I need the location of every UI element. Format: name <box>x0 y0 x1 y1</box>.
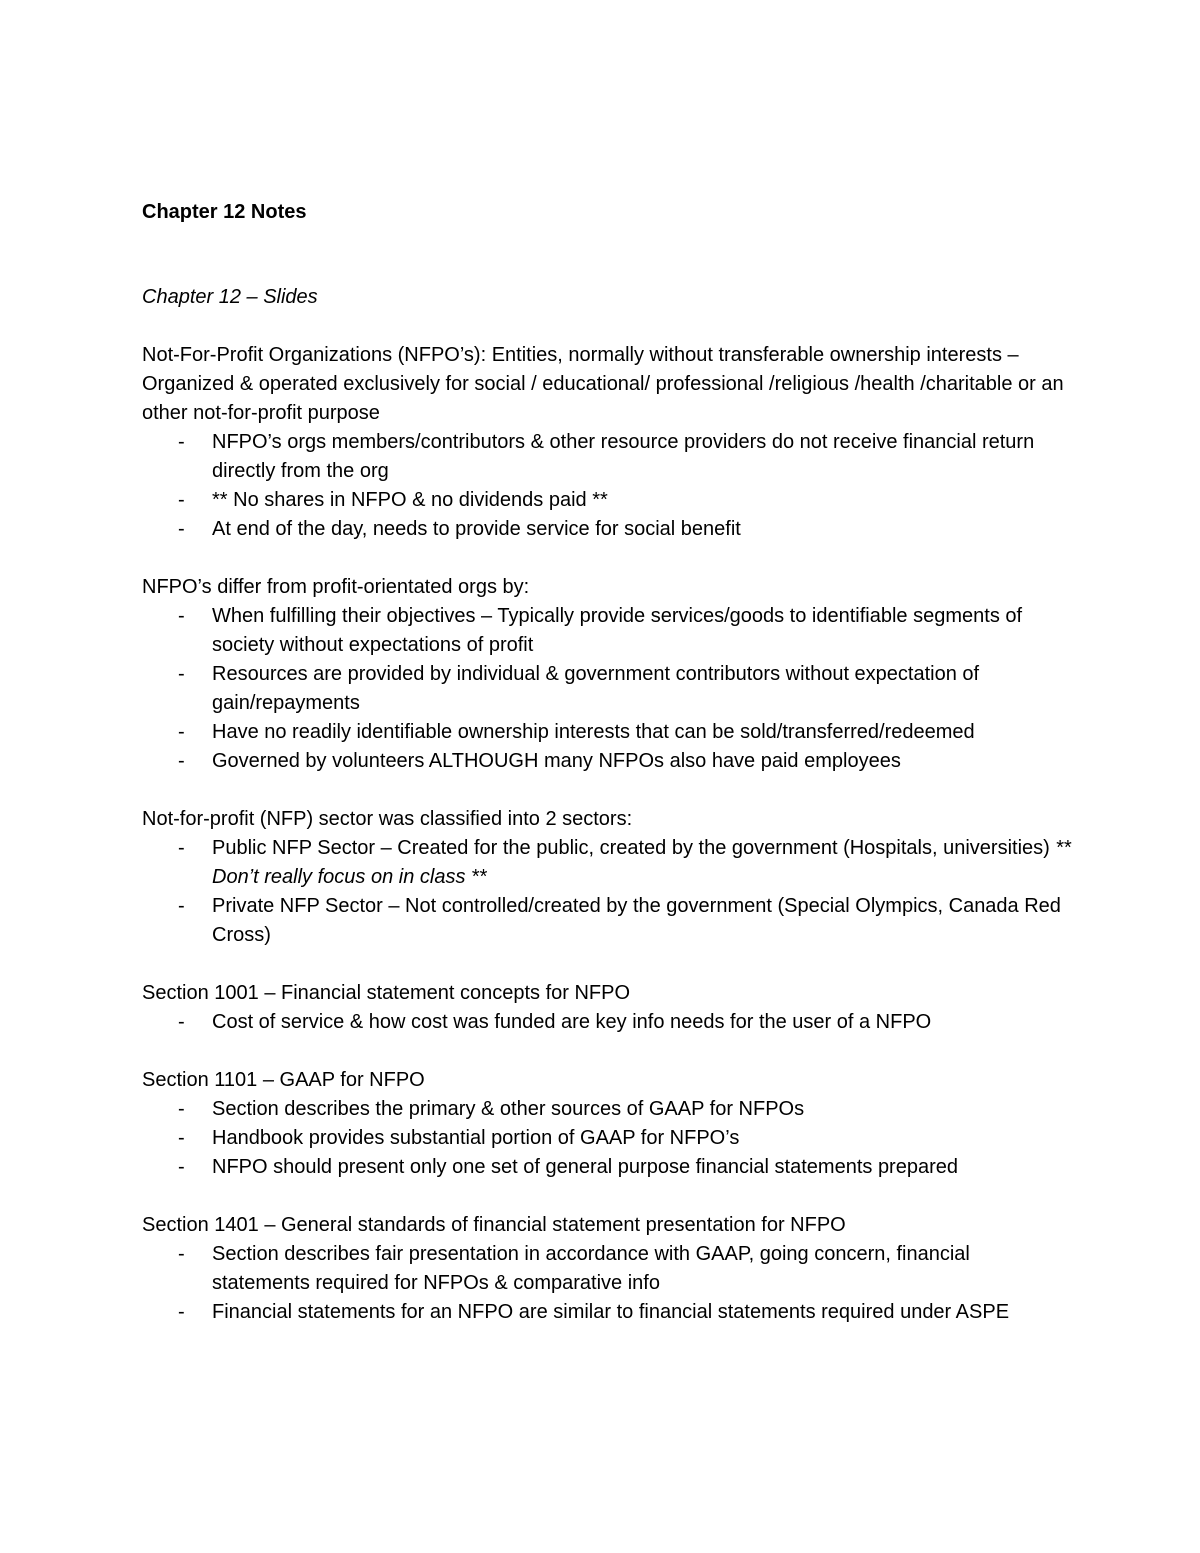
section-1401 <box>142 1211 1072 1327</box>
list-item <box>142 1153 1072 1182</box>
document-subtitle: Chapter 12 – Slides <box>142 286 318 308</box>
list-item-text: NFPO should present only one set of general purpose financial statements prepared <box>212 1156 958 1178</box>
bullet-dash: - <box>178 1243 185 1265</box>
list-item <box>142 660 1072 718</box>
section-heading: Section 1001 – Financial statement concepts for NFPO <box>142 982 631 1004</box>
list-item-text: Public NFP Sector – Created for the public, created by the government (Hospitals, universities) <box>212 837 1050 859</box>
list-item-text: Handbook provides substantial portion of GAAP for NFPO’s <box>212 1127 740 1149</box>
list-item <box>142 428 1072 486</box>
list-item <box>142 834 1072 892</box>
section-nfpo-differences <box>142 573 1072 776</box>
section-heading: Not-For-Profit Organizations (NFPO’s): Entities, normally without transferable ownership interests – Organized & operated exclusively for social / educational/ professional /religious /health /charitable or an other not-for-profit purpose <box>142 344 1064 424</box>
list-item-text: Financial statements for an NFPO are similar to financial statements required under ASPE <box>212 1301 1010 1323</box>
bullet-list <box>142 834 1072 950</box>
list-item <box>142 486 1072 515</box>
list-item <box>142 602 1072 660</box>
section-heading: Not-for-profit (NFP) sector was classified into 2 sectors: <box>142 808 633 830</box>
section-heading: Section 1101 – GAAP for NFPO <box>142 1069 425 1091</box>
list-item <box>142 1240 1072 1298</box>
list-item-text: NFPO’s orgs members/contributors & other resource providers do not receive financial return directly from the org <box>212 431 1035 482</box>
list-item-text: Section describes the primary & other sources of GAAP for NFPOs <box>212 1098 805 1120</box>
bullet-dash: - <box>178 1098 185 1120</box>
section-nfpo-definition <box>142 341 1072 544</box>
list-item-text: ** No shares in NFPO & no dividends paid ** <box>212 489 608 511</box>
section-nfp-sectors <box>142 805 1072 950</box>
bullet-dash: - <box>178 837 185 859</box>
bullet-dash: - <box>178 721 185 743</box>
bullet-dash: - <box>178 895 185 917</box>
list-item-text: Have no readily identifiable ownership interests that can be sold/transferred/redeemed <box>212 721 975 743</box>
list-item <box>142 1095 1072 1124</box>
bullet-list <box>142 1240 1072 1327</box>
list-item-text: At end of the day, needs to provide service for social benefit <box>212 518 741 540</box>
list-item-text: Cost of service & how cost was funded are key info needs for the user of a NFPO <box>212 1011 932 1033</box>
bullet-dash: - <box>178 518 185 540</box>
bullet-dash: - <box>178 1011 185 1033</box>
section-1101 <box>142 1066 1072 1182</box>
list-item <box>142 718 1072 747</box>
list-item-text: Private NFP Sector – Not controlled/created by the government (Special Olympics, Canada Red Cross) <box>212 895 1061 946</box>
bullet-list <box>142 428 1072 544</box>
document-title: Chapter 12 Notes <box>142 201 307 223</box>
list-item <box>142 1008 1072 1037</box>
bullet-dash: - <box>178 1156 185 1178</box>
list-item <box>142 747 1072 776</box>
list-item-text: When fulfilling their objectives – Typically provide services/goods to identifiable segments of society without expectations of profit <box>212 605 1023 656</box>
section-1001 <box>142 979 1072 1037</box>
section-heading: Section 1401 – General standards of financial statement presentation for NFPO <box>142 1214 846 1236</box>
list-item-text: Section describes fair presentation in accordance with GAAP, going concern, financial statements required for NFPOs & comparative info <box>212 1243 970 1294</box>
list-item-text: Resources are provided by individual & government contributors without expectation of gain/repayments <box>212 663 980 714</box>
class-focus-note: ** Don’t really focus on in class ** <box>212 837 1071 888</box>
bullet-dash: - <box>178 605 185 627</box>
bullet-list <box>142 1008 1072 1037</box>
list-item <box>142 1124 1072 1153</box>
list-item <box>142 515 1072 544</box>
document-page <box>142 198 1072 1327</box>
section-heading: NFPO’s differ from profit-orientated orgs by: <box>142 576 530 598</box>
bullet-dash: - <box>178 663 185 685</box>
bullet-dash: - <box>178 1127 185 1149</box>
list-item <box>142 892 1072 950</box>
bullet-dash: - <box>178 750 185 772</box>
bullet-dash: - <box>178 431 185 453</box>
list-item-text: Governed by volunteers ALTHOUGH many NFPOs also have paid employees <box>212 750 901 772</box>
bullet-list <box>142 602 1072 776</box>
bullet-dash: - <box>178 489 185 511</box>
list-item <box>142 1298 1072 1327</box>
bullet-list <box>142 1095 1072 1182</box>
bullet-dash: - <box>178 1301 185 1323</box>
